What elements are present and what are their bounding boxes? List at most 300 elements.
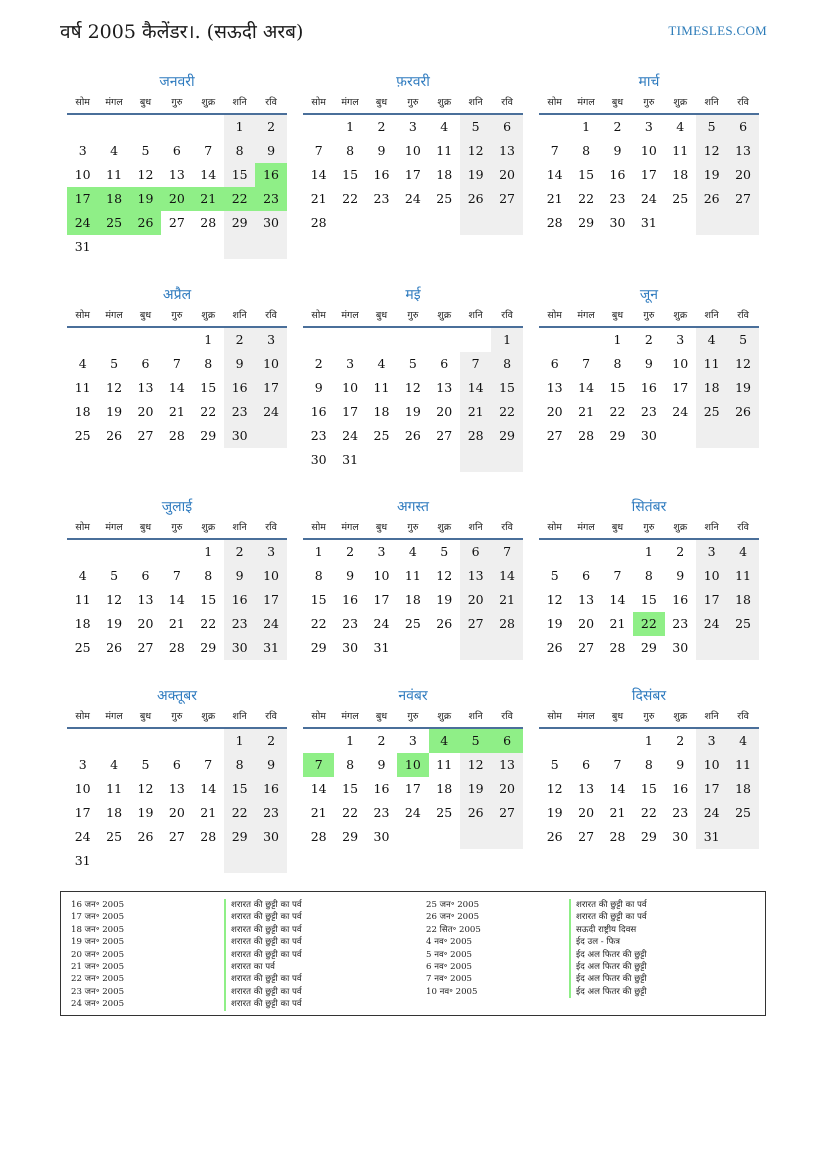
weekday-label: शुक्र [437,711,452,722]
day-cell: 28 [168,640,185,655]
empty-cell [429,825,460,849]
day-cell: 1 [644,733,653,748]
weekday-label: रवि [265,97,277,108]
empty-cell [98,729,129,753]
day-cell: 12 [106,592,123,607]
month-name: अक्तूबर [157,688,197,704]
empty-cell [727,211,758,235]
legend-holiday-name: शरारत की छुट्टी का पर्व [224,998,302,1010]
day-cell: 5 [110,356,119,371]
day-cell: 1 [346,733,355,748]
day-cell: 8 [224,753,255,777]
day-cell: 27 [436,428,453,443]
day-cell: 15 [609,380,626,395]
day-cell: 9 [314,380,323,395]
day-cell: 9 [224,352,255,376]
day-cell: 25 [98,211,129,235]
empty-cell [429,448,460,472]
day-cell: 17 [342,404,359,419]
day-cell: 20 [460,588,491,612]
day-cell: 6 [141,356,150,371]
day-cell: 28 [609,829,626,844]
weekday-label: रवि [501,97,513,108]
day-cell: 23 [373,191,390,206]
day-cell: 20 [491,163,522,187]
month-calendar [539,686,759,849]
day-cell: 23 [672,616,689,631]
day-cell: 21 [193,187,224,211]
day-cell: 13 [436,380,453,395]
day-cell: 5 [460,115,491,139]
day-cell: 3 [644,119,653,134]
weekday-label: रवि [265,310,277,321]
day-cell: 11 [436,757,453,772]
weekday-label: बुध [611,310,624,321]
day-cell: 15 [224,163,255,187]
day-cell: 10 [373,568,390,583]
empty-cell [161,540,192,564]
day-cell: 20 [161,187,192,211]
day-cell: 14 [310,781,327,796]
empty-cell [460,328,491,352]
day-cell: 8 [644,757,653,772]
legend-dates-right [426,899,481,998]
weekday-label: गुरु [643,711,655,722]
day-cell: 24 [672,404,689,419]
day-cell: 1 [314,544,323,559]
brand-link[interactable]: TIMESLES.COM [668,23,767,38]
day-cell: 31 [696,825,727,849]
day-cell: 4 [676,119,685,134]
month-name: नवंबर [398,688,428,704]
legend-holiday-date: 23 जन॰ 2005 [71,986,125,997]
day-cell: 11 [436,143,453,158]
day-cell: 27 [137,640,154,655]
weekday-label: बुध [611,522,624,533]
day-cell: 18 [672,167,689,182]
weekday-label: शनि [232,711,247,722]
weekday-header [67,706,287,729]
day-cell: 6 [440,356,449,371]
day-cell: 11 [727,753,758,777]
day-cell: 15 [640,781,657,796]
day-cell: 25 [672,191,689,206]
empty-cell [460,636,491,660]
empty-cell [303,729,334,753]
day-cell: 27 [168,829,185,844]
day-cell: 24 [404,805,421,820]
day-cell: 20 [168,805,185,820]
day-cell: 10 [255,352,286,376]
day-cell: 13 [137,592,154,607]
day-cell: 27 [137,428,154,443]
day-cell: 10 [255,564,286,588]
weekday-label: मंगल [577,522,595,533]
day-cell: 11 [106,167,123,182]
day-cell: 8 [204,568,213,583]
weekday-label: सोम [75,310,90,321]
month-calendar [303,285,523,472]
day-cell: 28 [460,424,491,448]
day-cell: 5 [440,544,449,559]
day-cell: 16 [310,404,327,419]
day-cell: 22 [342,191,359,206]
weekday-header [303,92,523,115]
legend-holiday-name: सऊदी राष्ट्रीय दिवस [569,924,647,936]
weekday-label: शुक्र [673,97,688,108]
empty-cell [224,235,255,259]
month-calendar [67,72,287,259]
day-cell: 14 [168,380,185,395]
day-cell: 6 [491,115,522,139]
empty-cell [539,729,570,753]
day-cell: 5 [550,568,559,583]
day-cell: 14 [310,167,327,182]
month-calendar [303,686,523,849]
day-cell: 22 [633,612,664,636]
day-cell: 20 [578,616,595,631]
day-cell: 12 [404,380,421,395]
empty-cell [460,825,491,849]
weekday-label: सोम [547,97,562,108]
day-cell: 16 [609,167,626,182]
legend-names-left [224,899,302,1011]
legend-holiday-name: शरारत की छुट्टी का पर्व [224,899,302,911]
legend-holiday-name: ईद अल फितर की छुट्टी [569,986,647,998]
empty-cell [98,235,129,259]
day-cell: 10 [696,753,727,777]
day-cell: 23 [640,404,657,419]
day-cell: 6 [460,540,491,564]
day-cell: 18 [98,187,129,211]
weekday-label: मंगल [105,310,123,321]
legend-holiday-name: शरारत की छुट्टी का पर्व [224,986,302,998]
day-cell: 14 [200,167,217,182]
weekday-label: रवि [501,522,513,533]
empty-cell [303,328,334,352]
day-cell: 6 [550,356,559,371]
day-cell: 3 [78,143,87,158]
day-cell: 5 [141,143,150,158]
empty-cell [696,636,727,660]
weekday-label: सोम [75,522,90,533]
empty-cell [224,849,255,873]
days-grid [67,328,287,448]
day-cell: 6 [582,757,591,772]
legend-holiday-date: 22 जन॰ 2005 [71,974,125,985]
day-cell: 11 [373,380,390,395]
weekday-label: सोम [311,711,326,722]
day-cell: 12 [137,167,154,182]
day-cell: 31 [373,640,390,655]
empty-cell [491,825,522,849]
day-cell: 7 [613,568,622,583]
day-cell: 21 [491,588,522,612]
day-cell: 10 [74,167,91,182]
day-cell: 4 [440,119,449,134]
legend-holiday-date: 16 जन॰ 2005 [71,900,125,910]
day-cell: 13 [578,592,595,607]
day-cell: 25 [106,829,123,844]
day-cell: 4 [110,757,119,772]
day-cell: 30 [224,424,255,448]
legend-holiday-name: शरारत की छुट्टी का पर्व [569,911,647,923]
day-cell: 22 [200,616,217,631]
weekday-label: मंगल [341,97,359,108]
day-cell: 5 [460,729,491,753]
empty-cell [193,235,224,259]
weekday-label: बुध [611,97,624,108]
day-cell: 1 [204,332,213,347]
weekday-label: शुक्र [437,310,452,321]
weekday-label: मंगल [341,711,359,722]
weekday-label: गुरु [407,97,419,108]
weekday-label: गुरु [171,522,183,533]
day-cell: 26 [460,187,491,211]
legend-holiday-name: शरारत की छुट्टी का पर्व [224,911,302,923]
day-cell: 11 [404,568,421,583]
weekday-label: सोम [311,310,326,321]
legend-holiday-name: ईद अल फितर की छुट्टी [569,949,647,961]
day-cell: 26 [696,187,727,211]
legend-holiday-name: ईद अल फितर की छुट्टी [569,973,647,985]
day-cell: 28 [200,829,217,844]
day-cell: 25 [436,805,453,820]
day-cell: 24 [74,829,91,844]
day-cell: 25 [74,640,91,655]
legend-holiday-date: 26 जन॰ 2005 [426,912,480,923]
day-cell: 18 [74,404,91,419]
day-cell: 9 [644,356,653,371]
days-grid [303,328,523,472]
day-cell: 19 [106,616,123,631]
day-cell: 3 [696,540,727,564]
day-cell: 16 [672,781,689,796]
day-cell: 17 [67,187,98,211]
weekday-header [67,92,287,115]
weekday-label: सोम [75,97,90,108]
day-cell: 18 [436,167,453,182]
empty-cell [397,448,428,472]
empty-cell [98,328,129,352]
weekday-label: शनि [468,97,483,108]
day-cell: 15 [200,380,217,395]
weekday-label: बुध [375,711,388,722]
day-cell: 27 [546,428,563,443]
day-cell: 24 [696,612,727,636]
weekday-label: शुक्र [673,522,688,533]
day-cell: 28 [310,829,327,844]
empty-cell [161,729,192,753]
weekday-label: रवि [737,711,749,722]
day-cell: 21 [609,805,626,820]
day-cell: 1 [224,115,255,139]
legend-holiday-name: शरारत की छुट्टी का पर्व [224,949,302,961]
empty-cell [366,328,397,352]
days-grid [303,729,523,849]
month-name: जुलाई [161,499,193,515]
day-cell: 5 [408,356,417,371]
empty-cell [130,328,161,352]
month-name: दिसंबर [631,688,667,704]
weekday-label: मंगल [341,310,359,321]
day-cell: 1 [613,332,622,347]
page-title: वर्ष 2005 कैलेंडर।. (सऊदी अरब) [60,21,304,43]
day-cell: 25 [727,612,758,636]
day-cell: 24 [255,612,286,636]
weekday-label: शुक्र [201,97,216,108]
month-calendar [303,497,523,660]
day-cell: 13 [546,380,563,395]
legend-holiday-date: 24 जन॰ 2005 [71,999,125,1010]
empty-cell [429,211,460,235]
day-cell: 14 [609,781,626,796]
month-name: मई [405,287,421,303]
empty-cell [193,849,224,873]
legend-holiday-date: 7 नव॰ 2005 [426,974,473,985]
day-cell: 16 [373,167,390,182]
day-cell: 23 [224,400,255,424]
day-cell: 19 [460,163,491,187]
weekday-label: मंगल [577,310,595,321]
day-cell: 22 [310,616,327,631]
day-cell: 12 [546,781,563,796]
day-cell: 21 [200,805,217,820]
legend-holiday-date: 17 जन॰ 2005 [71,912,125,923]
day-cell: 4 [727,729,758,753]
day-cell: 31 [74,239,91,254]
day-cell: 31 [640,215,657,230]
weekday-label: गुरु [171,97,183,108]
day-cell: 8 [224,139,255,163]
day-cell: 14 [491,564,522,588]
empty-cell [397,825,428,849]
day-cell: 20 [137,616,154,631]
day-cell: 3 [255,540,286,564]
day-cell: 30 [672,640,689,655]
holiday-legend [60,891,766,1016]
day-cell: 19 [696,163,727,187]
day-cell: 24 [342,428,359,443]
day-cell: 11 [74,592,91,607]
empty-cell [98,115,129,139]
day-cell: 24 [255,400,286,424]
empty-cell [397,211,428,235]
empty-cell [255,235,286,259]
day-cell: 11 [696,352,727,376]
day-cell: 29 [640,640,657,655]
day-cell: 13 [137,380,154,395]
weekday-label: गुरु [643,310,655,321]
day-cell: 13 [168,781,185,796]
day-cell: 4 [429,729,460,753]
day-cell: 21 [546,191,563,206]
empty-cell [696,424,727,448]
month-calendar [539,285,759,448]
day-cell: 19 [106,404,123,419]
day-cell: 26 [106,640,123,655]
legend-holiday-name: शरारत की छुट्टी का पर्व [224,936,302,948]
day-cell: 26 [460,801,491,825]
legend-holiday-date: 10 नव॰ 2005 [426,986,478,997]
day-cell: 21 [168,404,185,419]
day-cell: 22 [224,187,255,211]
day-cell: 8 [314,568,323,583]
day-cell: 1 [224,729,255,753]
weekday-label: शनि [704,711,719,722]
weekday-label: शुक्र [201,522,216,533]
day-cell: 16 [255,777,286,801]
day-cell: 18 [436,781,453,796]
day-cell: 29 [491,424,522,448]
day-cell: 12 [460,753,491,777]
empty-cell [491,636,522,660]
day-cell: 10 [404,143,421,158]
day-cell: 12 [727,352,758,376]
day-cell: 4 [78,568,87,583]
legend-holiday-name: शरारत की छुट्टी का पर्व [224,973,302,985]
weekday-label: शनि [232,522,247,533]
day-cell: 1 [491,328,522,352]
day-cell: 22 [342,805,359,820]
empty-cell [130,235,161,259]
day-cell: 25 [404,616,421,631]
day-cell: 10 [74,781,91,796]
month-calendar [67,497,287,660]
day-cell: 15 [200,592,217,607]
weekday-label: सोम [547,310,562,321]
weekday-label: बुध [139,97,152,108]
empty-cell [98,849,129,873]
weekday-label: शुक्र [673,711,688,722]
day-cell: 9 [377,143,386,158]
day-cell: 21 [168,616,185,631]
month-name: सितंबर [631,499,667,515]
empty-cell [602,729,633,753]
days-grid [303,540,523,660]
day-cell: 14 [460,376,491,400]
day-cell: 22 [609,404,626,419]
empty-cell [161,328,192,352]
day-cell: 13 [460,564,491,588]
legend-holiday-name: शरारत की छुट्टी का पर्व [569,899,647,911]
empty-cell [161,115,192,139]
day-cell: 1 [346,119,355,134]
weekday-label: गुरु [407,522,419,533]
legend-dates-left [71,899,124,1011]
day-cell: 30 [672,829,689,844]
day-cell: 2 [676,544,685,559]
legend-holiday-date: 20 जन॰ 2005 [71,949,125,960]
day-cell: 18 [404,592,421,607]
day-cell: 2 [255,729,286,753]
empty-cell [130,540,161,564]
day-cell: 2 [613,119,622,134]
weekday-header [539,92,759,115]
empty-cell [539,540,570,564]
day-cell: 3 [408,733,417,748]
day-cell: 28 [609,640,626,655]
weekday-label: गुरु [407,310,419,321]
day-cell: 7 [204,757,213,772]
day-cell: 13 [168,167,185,182]
day-cell: 10 [672,356,689,371]
day-cell: 19 [436,592,453,607]
day-cell: 15 [224,777,255,801]
weekday-label: मंगल [105,711,123,722]
day-cell: 30 [310,452,327,467]
day-cell: 8 [644,568,653,583]
